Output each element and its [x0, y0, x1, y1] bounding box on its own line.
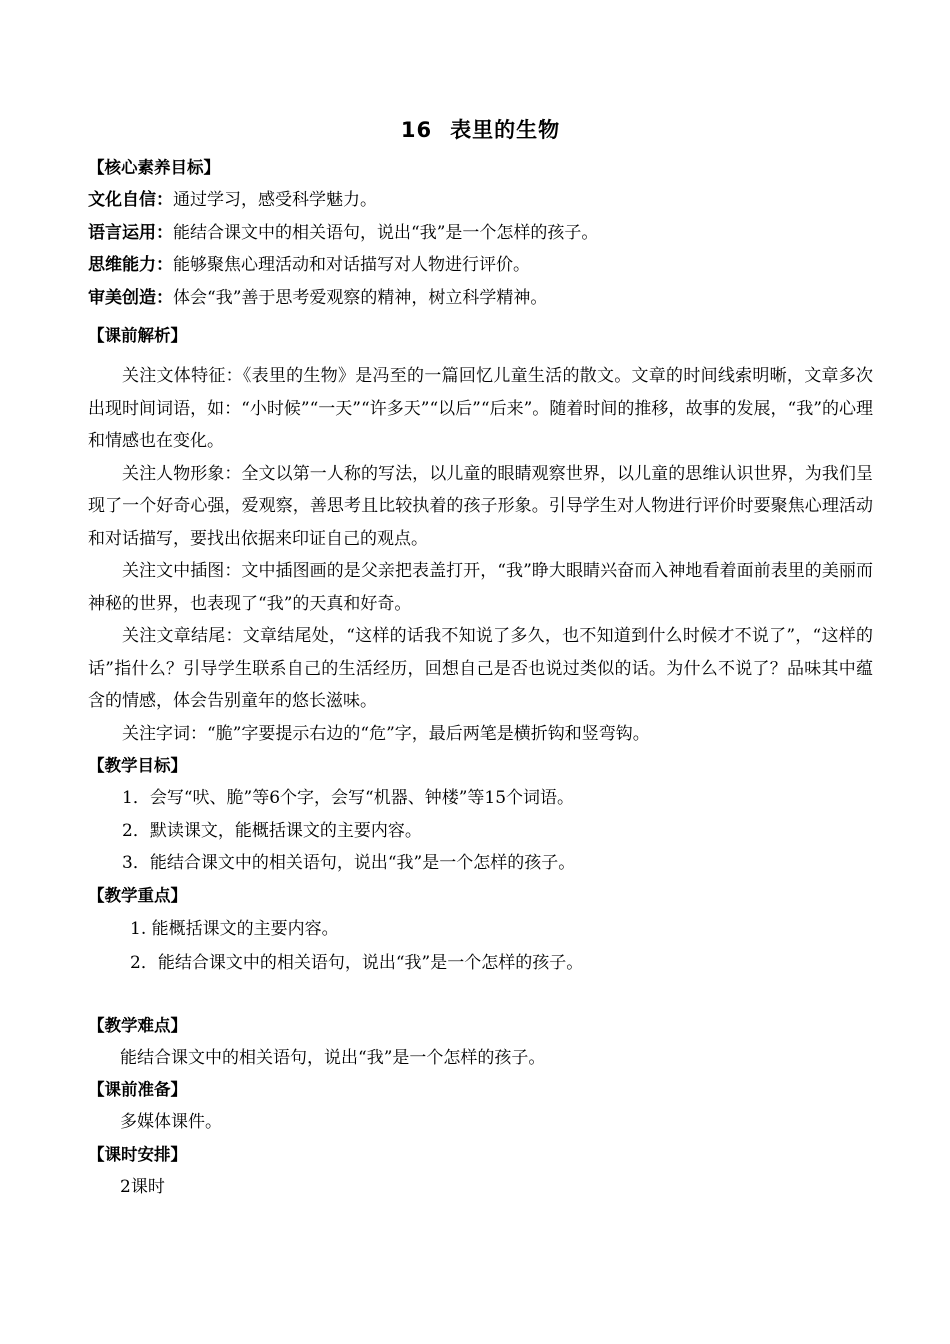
document-page	[88, 112, 873, 1203]
lesson-title: 表里的生物	[450, 118, 561, 142]
core-goal-line	[88, 249, 873, 282]
teaching-difficulty-text: 能结合课文中的相关语句，说出“我”是一个怎样的孩子。	[120, 1047, 546, 1068]
core-goal-label: 语言运用：	[88, 222, 173, 243]
schedule-text: 2课时	[120, 1176, 165, 1197]
analysis-section	[88, 360, 873, 750]
analysis-paragraph: 关注字词：“脆”字要提示右边的“危”字，最后两笔是横折钩和竖弯钩。	[122, 723, 650, 744]
analysis-paragraph: 关注文体特征：《表里的生物》是冯至的一篇回忆儿童生活的散文。文章的时间线索明晰，文章多次出现时间词语，如：“小时候”“一天”“许多天”“以后”“后来”。随着时间的推移，故事的发展，“我”的心理和情感也在变化。	[88, 366, 873, 451]
core-goal-label: 文化自信：	[88, 190, 173, 210]
teaching-goal-item: 2．默读课文，能概括课文的主要内容。	[122, 820, 422, 841]
preparation-text: 多媒体课件。	[120, 1112, 222, 1132]
teaching-focus-heading: 【教学重点】	[88, 885, 187, 905]
core-goal-label: 审美创造：	[88, 287, 173, 308]
core-goal-line	[88, 217, 873, 250]
core-goal-text: 通过学习，感受科学魅力。	[173, 190, 377, 210]
section-spacer	[88, 980, 873, 1010]
teaching-focus-item: 1. 能概括课文的主要内容。	[130, 918, 339, 939]
analysis-paragraph: 关注文章结尾：文章结尾处，“这样的话我不知说了多久，也不知道到什么时候才不说了”，“这样的话”指什么？引导学生联系自己的生活经历，回想自己是否也说过类似的话。为什么不说了？品味其中蕴含的情感，体会告别童年的悠长滋味。	[88, 626, 873, 711]
teaching-goal-item: 1．会写“吠、脆”等6个字，会写“机器、钟楼”等15个词语。	[122, 788, 575, 808]
preparation-heading: 【课前准备】	[88, 1080, 187, 1099]
teaching-focus-item: 2．能结合课文中的相关语句，说出“我”是一个怎样的孩子。	[130, 952, 584, 973]
analysis-paragraph: 关注人物形象：全文以第一人称的写法，以儿童的眼睛观察世界，以儿童的思维认识世界，为我们呈现了一个好奇心强，爱观察，善思考且比较执着的孩子形象。引导学生对人物进行评价时要聚焦心理活动和对话描写，要找出依据来印证自己的观点。	[88, 463, 873, 549]
core-goal-line	[88, 184, 873, 217]
lesson-number: 16	[400, 118, 433, 142]
teaching-goals-heading: 【教学目标】	[88, 756, 187, 775]
core-goal-text: 体会“我”善于思考爱观察的精神，树立科学精神。	[173, 287, 548, 308]
analysis-paragraph: 关注文中插图：文中插图画的是父亲把表盖打开，“我”睁大眼睛兴奋而入神地看着面前表里的美丽而神秘的世界，也表现了“我”的天真和好奇。	[88, 561, 873, 614]
core-goal-text: 能够聚焦心理活动和对话描写对人物进行评价。	[173, 255, 530, 275]
schedule-heading: 【课时安排】	[88, 1144, 187, 1164]
page-title	[88, 112, 873, 148]
core-goal-line	[88, 282, 873, 315]
teaching-goal-item: 3．能结合课文中的相关语句，说出“我”是一个怎样的孩子。	[122, 853, 576, 873]
analysis-heading: 【课前解析】	[88, 326, 187, 345]
core-goal-label: 思维能力：	[88, 255, 173, 275]
core-goals-heading: 【核心素养目标】	[88, 158, 220, 177]
teaching-difficulty-heading: 【教学难点】	[88, 1015, 187, 1035]
core-goal-text: 能结合课文中的相关语句，说出“我”是一个怎样的孩子。	[173, 222, 599, 243]
